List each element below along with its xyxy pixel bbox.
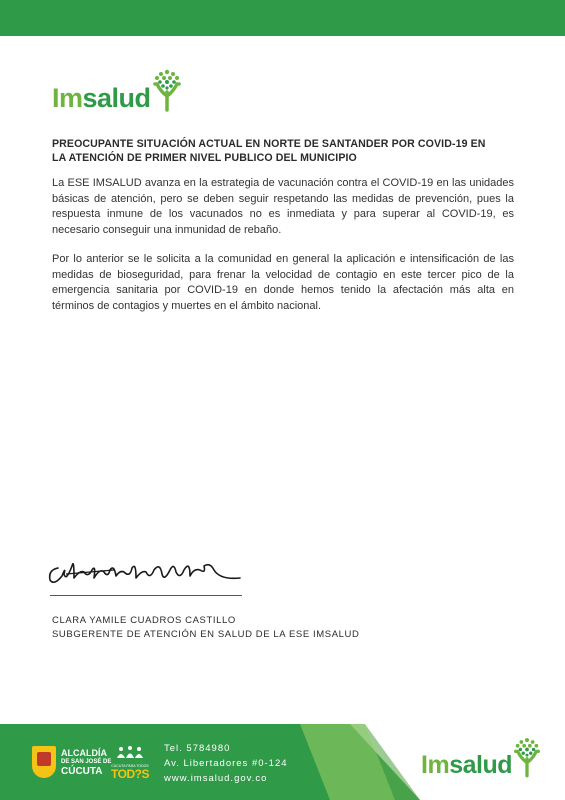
handwritten-signature xyxy=(44,548,244,592)
website-link[interactable]: www.imsalud.gov.co xyxy=(164,773,268,784)
crest-icon xyxy=(32,746,56,778)
imsalud-logo-header xyxy=(52,66,183,112)
alcaldia-text: ALCALDÍA DE SAN JOSÉ DE CÚCUTA xyxy=(61,747,112,777)
headline-line-1: PREOCUPANTE SITUACIÓN ACTUAL EN NORTE DE SANTANDER POR COVID-19 EN xyxy=(52,138,486,150)
headline-line-2: LA ATENCIÓN DE PRIMER NIVEL PUBLICO DEL MUNICIPIO xyxy=(52,152,357,164)
tree-icon xyxy=(151,66,183,112)
logo-wordmark: Imsalud xyxy=(52,83,151,113)
phone-number: Tel. 5784980 xyxy=(164,743,231,754)
people-icon xyxy=(115,746,145,758)
signature-line xyxy=(50,595,242,596)
top-green-bar xyxy=(0,0,565,36)
signer-role: SUBGERENTE DE ATENCIÓN EN SALUD DE LA ESE IMSALUD xyxy=(52,629,360,640)
body-paragraph-1: La ESE IMSALUD avanza en la estrategia de vacunación contra el COVID-19 en las unidades básicas de atención, pero se deben seguir respetando las medidas de prevención, pues la respuesta inmune de los vacunados no es inmediata y para superar al COVID-19, es necesario conseguir una inmunidad de rebaño. xyxy=(52,177,514,236)
alcaldia-cucuta-logo xyxy=(32,746,111,778)
body-paragraph-2: Por lo anterior se le solicita a la comunidad en general la aplicación e intensificación de las medidas de bioseguridad, para frenar la velocidad de contagio en este tercer pico de la emergencia sanitaria por COVID-19 en donde hemos tenido la afectación más alta en términos de contagios y muertes en el ámbito nacional. xyxy=(52,253,514,312)
document-headline xyxy=(52,137,514,165)
cucuta-para-todos-logo: CUCUTA PARA TODOS TOD?S xyxy=(108,745,152,780)
signer-name: CLARA YAMILE CUADROS CASTILLO xyxy=(52,615,236,626)
address: Av. Libertadores #0-124 xyxy=(164,758,288,769)
logo-wordmark-footer: Imsalud xyxy=(421,751,512,779)
contact-info xyxy=(164,741,288,786)
tree-icon xyxy=(512,734,542,778)
imsalud-logo-footer xyxy=(421,734,542,778)
